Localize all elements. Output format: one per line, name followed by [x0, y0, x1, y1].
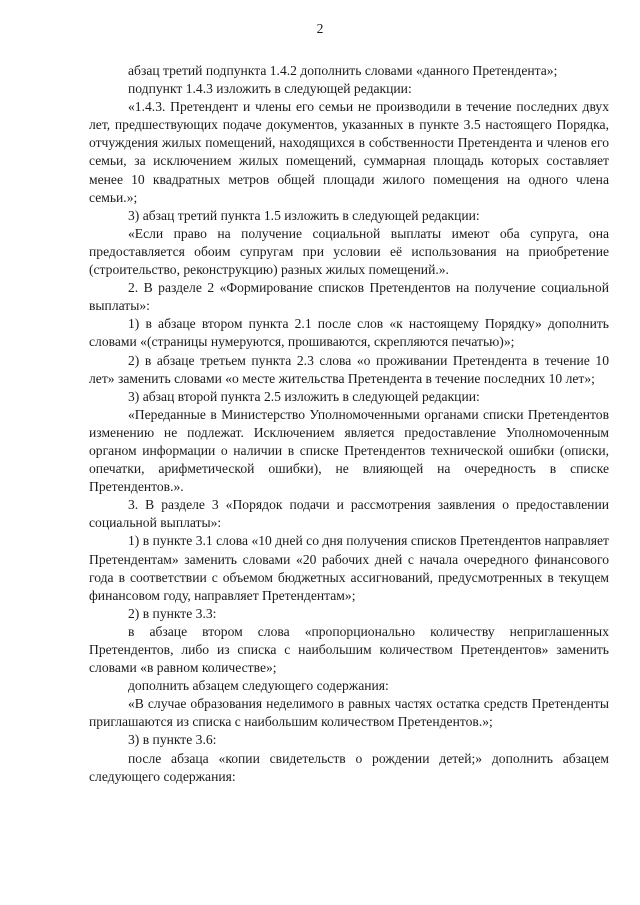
page-number: 2: [316, 21, 324, 36]
paragraph-amend-1-4-2: абзац третий подпункта 1.4.2 дополнить словами «данного Претендента»;: [128, 63, 558, 78]
paragraph-section-2-item-1: 1) в абзаце втором пункта 2.1 после слов «к настоящему Порядку» дополнить словами «(страницы нумеруются, прошиваются, скрепляются печатью)»;: [89, 316, 609, 350]
paragraph-point-1-5-text: «Если право на получение социальной выплаты имеют оба супруга, она предоставляется обоим супругам при условии её использования на приобретение (строительство, реконструкцию) разных жилых помещений.».: [89, 225, 609, 278]
paragraph-point-3-6-add: после абзаца «копии свидетельств о рождении детей;» дополнить абзацем следующего содержания:: [89, 750, 609, 784]
paragraph-subpoint-1-4-3-intro: подпункт 1.4.3 изложить в следующей редакции:: [128, 81, 412, 97]
paragraph-section-3-heading: 3. В разделе 3 «Порядок подачи и рассмотрения заявления о предоставлении социальной выплаты»:: [89, 497, 609, 531]
paragraph-point-3-3-second-para: в абзаце втором слова «пропорционально количеству неприглашенных Претендентов, либо из списка с наибольшим количеством Претендентов» заменить словами «в равном количестве»;: [89, 623, 609, 676]
paragraph-section-3-item-2: 2) в пункте 3.3:: [128, 605, 217, 621]
paragraph-section-2-item-3: 3) абзац второй пункта 2.5 изложить в следующей редакции:: [128, 388, 480, 404]
paragraph-subpoint-1-4-3-text: «1.4.3. Претендент и члены его семьи не производили в течение последних двух лет, предшествующих подаче документов, указанных в пункте 3.5 настоящего Порядка, отчуждения жилых помещений, находящихся в собственности Претендента и членов его семьи, за исключением жилых помещений, суммарная площадь которых составляет менее 10 квадратных метров общей площади жилого помещения на одного члена семьи.»;: [89, 99, 609, 205]
paragraph-point-3-3-new-text: «В случае образования неделимого в равных частях остатка средств Претенденты приглашаются из списка с наибольшим количеством Претендентов.»;: [89, 696, 609, 730]
paragraph-section-2-item-2: 2) в абзаце третьем пункта 2.3 слова «о проживании Претендента в течение 10 лет» заменить словами «о месте жительства Претендента в течение последних 10 лет»;: [89, 352, 609, 386]
paragraph-item-3-point-1-5: 3) абзац третий пункта 1.5 изложить в следующей редакции:: [128, 207, 480, 223]
paragraph-section-2-heading: 2. В разделе 2 «Формирование списков Претендентов на получение социальной выплаты»:: [89, 280, 609, 314]
paragraph-section-3-item-3: 3) в пункте 3.6:: [128, 732, 217, 748]
paragraph-point-3-3-add: дополнить абзацем следующего содержания:: [128, 678, 389, 694]
document-body: [89, 62, 609, 786]
paragraph-section-3-item-1: 1) в пункте 3.1 слова «10 дней со дня получения списков Претендентов направляет Претендентам» заменить словами «20 рабочих дней с начала очередного финансового года в соответствии с объемом бюджетных ассигнований, предусмотренных в текущем финансовом году, направляет Претендентам»;: [89, 533, 609, 603]
paragraph-point-2-5-text: «Переданные в Министерство Уполномоченными органами списки Претендентов изменению не подлежат. Исключением является предоставление Уполномоченным органом информации о наличии в списке Претендентов технической ошибки (описки, опечатки, арифметической ошибки), не влияющей на очередность в списке Претендентов.».: [89, 406, 609, 495]
